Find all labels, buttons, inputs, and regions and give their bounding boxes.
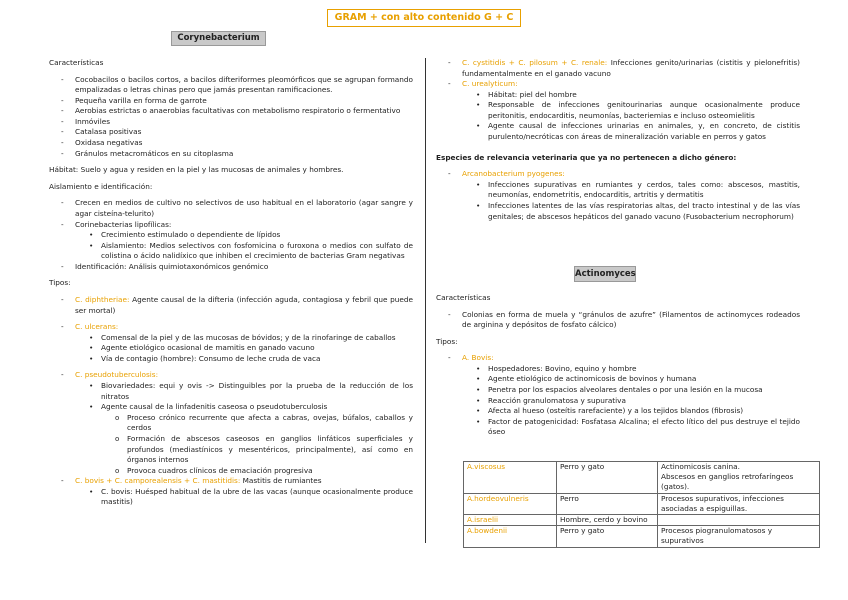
table-cell-species: A.hordeovulneris <box>464 493 557 514</box>
list-item: • Aislamiento: Medios selectivos con fosfomicina o furoxona o medios con sulfato de colistina o ácido nalidíxico que inhiben el crecimiento de bacterias Gram negativas <box>87 241 413 262</box>
habitat-text: Hábitat: Suelo y agua y residen en la piel y las mucosas de animales y hombres. <box>49 165 344 175</box>
list-item: o Proceso crónico recurrente que afecta a cabras, ovejas, búfalos, caballos y cerdos <box>113 413 413 434</box>
list-item: • Vía de contagio (hombre): Consumo de leche cruda de vaca <box>87 354 413 365</box>
species-name: C. cystitidis + C. pilosum + C. renale: <box>462 58 608 67</box>
list-item: • Infecciones supurativas en rumiantes y cerdos, tales como: abscesos, mastitis, neumonías, endometritis, endocarditis, artritis y dermatitis <box>474 180 800 201</box>
actino-caract-list <box>436 310 800 331</box>
actinomyces-heading: Actinomyces <box>574 266 636 282</box>
list-item <box>448 169 800 222</box>
actino-caracteristicas-label: Características <box>436 293 491 302</box>
table-row <box>464 493 820 514</box>
species-text: Agente causal de la difteria (infección aguda, contagiosa y febril que puede ser mortal) <box>75 294 413 315</box>
list-item <box>61 220 413 262</box>
list-item: o Provoca cuadros clínicos de emaciación progresiva <box>113 466 413 477</box>
actinomyces-section <box>436 293 800 438</box>
table-cell-host: Perro <box>557 493 658 514</box>
species-name: A. Bovis: <box>462 353 494 363</box>
arcano-list <box>436 169 800 222</box>
list-item: - Identificación: Análisis quimiotaxonómicos genómico <box>61 262 413 273</box>
list-item: • Agente etiológico de actinomicosis de bovinos y humana <box>474 374 800 385</box>
especies-label: Especies de relevancia veterinaria que ya no pertenecen a dicho género: <box>436 152 737 162</box>
sublist <box>101 413 413 476</box>
table-cell-desc: Procesos piogranulomatosos y supurativos <box>658 526 820 547</box>
list-item <box>448 58 800 79</box>
list-item <box>61 322 413 364</box>
sublist <box>75 381 413 476</box>
list-item: - Colonias en forma de muela y “gránulos de azufre” (Filamentos de actinomyces rodeados de arginina y depósitos de fosfato cálcico) <box>448 310 800 331</box>
list-item: o Formación de abscesos caseosos en ganglios linfáticos superficiales y profundos (mediastínicos y mesentéricos, principalmente), así como en órganos internos <box>113 434 413 466</box>
species-name: C. ulcerans: <box>75 322 119 332</box>
table-cell-species: A.viscosus <box>464 462 557 494</box>
sublist <box>462 364 800 438</box>
table-cell-desc: Procesos supurativos, infecciones asociadas a espiguillas. <box>658 493 820 514</box>
list-item: • Hospedadores: Bovino, equino y hombre <box>474 364 800 375</box>
list-item: - Pequeña varilla en forma de garrote <box>61 96 413 107</box>
sublist <box>462 180 800 222</box>
actino-tipos-list <box>436 353 800 438</box>
list-item: • Afecta al hueso (osteítis rarefaciente) y a los tejidos blandos (fibrosis) <box>474 406 800 417</box>
table-row <box>464 515 820 526</box>
species-name: C. diphtheriae: <box>75 294 130 304</box>
sublist <box>75 230 413 262</box>
left-column <box>49 58 413 508</box>
list-item: • Hábitat: piel del hombre <box>474 90 800 101</box>
list-item: • Reacción granulomatosa y supurativa <box>474 396 800 407</box>
caracteristicas-list <box>49 75 413 160</box>
list-item-text: Agente causal de la linfadenitis caseosa o pseudotuberculosis <box>101 402 328 412</box>
list-item <box>61 295 413 316</box>
caracteristicas-label: Características <box>49 58 104 67</box>
list-item: - Aerobias estrictas o anaerobias facultativas con metabolismo respiratorio o fermentativo <box>61 106 413 117</box>
sublist <box>75 333 413 365</box>
species-name: C. pseudotuberculosis: <box>75 370 159 380</box>
species-text: Mastitis de rumiantes <box>240 476 322 486</box>
corynebacterium-heading: Corynebacterium <box>171 31 266 46</box>
table-cell-desc <box>658 462 820 494</box>
list-item: • Penetra por los espacios alveolares dentales o por una lesión en la mucosa <box>474 385 800 396</box>
actinomyces-table <box>463 461 820 548</box>
list-item: • Infecciones latentes de las vías respiratorias altas, del tracto intestinal y de las vías genitales; de abscesos hepáticos del ganado vacuno (Fusobacterium necrophorum) <box>474 201 800 222</box>
urinary-species-list <box>436 58 800 143</box>
sublist <box>462 90 800 143</box>
list-item: • Comensal de la piel y de las mucosas de bóvidos; y de la rinofaringe de caballos <box>87 333 413 344</box>
tipos-label: Tipos: <box>49 278 71 288</box>
list-item: • Agente causal de infecciones urinarias en animales, y, en concreto, de cistitis purulento/necróticas con áreas de mineralización variable en perros y gatos <box>474 121 800 142</box>
desc-line: Abscesos en ganglios retrofaríngeos (gatos). <box>661 472 794 492</box>
table-cell-species: A.bowdenii <box>464 526 557 547</box>
species-name: C. bovis + C. camporealensis + C. mastitidis: <box>75 476 241 486</box>
table-cell-desc <box>658 515 820 526</box>
aislamiento-list <box>49 198 413 272</box>
aislamiento-label: Aislamiento e identificación: <box>49 181 153 191</box>
list-item: - Catalasa positivas <box>61 127 413 138</box>
list-item: - Crecen en medios de cultivo no selectivos de uso habitual en el laboratorio (agar sangre y agar cisteína-telurito) <box>61 198 413 219</box>
list-item: - Oxidasa negativas <box>61 138 413 149</box>
list-item: • Factor de patogenicidad: Fosfatasa Alcalina; el efecto lítico del pus destruye el tejido óseo <box>474 417 800 438</box>
list-item <box>87 402 413 476</box>
list-item: - Inmóviles <box>61 117 413 128</box>
species-text: Infecciones genito/urinarias (cistitis y pielonefritis) fundamentalmente en el ganado vacuno <box>462 58 800 78</box>
species-name: Arcanobacterium pyogenes: <box>462 169 565 179</box>
list-item: • Agente etiológico ocasional de mamitis en ganado vacuno <box>87 343 413 354</box>
table-cell-species: A.israelii <box>464 515 557 526</box>
list-item: • C. bovis: Huésped habitual de la ubre de las vacas (aunque ocasionalmente produce mastitis) <box>87 487 413 508</box>
list-item <box>61 476 413 508</box>
tipos-list <box>49 295 413 508</box>
list-item: - Gránulos metacromáticos en su citoplasma <box>61 149 413 160</box>
list-item <box>61 370 413 476</box>
list-item <box>448 353 800 438</box>
desc-line: Actinomicosis canina. <box>661 462 740 471</box>
list-item: • Crecimiento estimulado o dependiente de lípidos <box>87 230 413 241</box>
table-cell-host: Perro y gato <box>557 462 658 494</box>
table-cell-host: Hombre, cerdo y bovino <box>557 515 658 526</box>
page-title: GRAM + con alto contenido G + C <box>327 9 521 27</box>
actino-tipos-label: Tipos: <box>436 336 458 346</box>
list-item: • Responsable de infecciones genitourinarias aunque ocasionalmente produce peritonitis, endocarditis, neumonías, bacteriemias e incluso osteomielitis <box>474 100 800 121</box>
list-item: • Biovariedades: equi y ovis -> Distinguibles por la prueba de la reducción de los nitratos <box>87 381 413 402</box>
sublist <box>75 487 413 508</box>
column-divider <box>425 58 426 543</box>
table-cell-host: Perro y gato <box>557 526 658 547</box>
list-item <box>448 79 800 142</box>
list-item-text: Corinebacterias lipofílicas: <box>75 219 172 229</box>
table-row <box>464 462 820 494</box>
table-row <box>464 526 820 547</box>
species-name: C. urealyticum: <box>462 79 518 89</box>
right-column <box>436 58 800 222</box>
list-item: - Cocobacilos o bacilos cortos, a bacilos difteriformes pleomórficos que se agrupan formando empalizadas o letras chinas pero que jamás presentan ramificaciones. <box>61 75 413 96</box>
